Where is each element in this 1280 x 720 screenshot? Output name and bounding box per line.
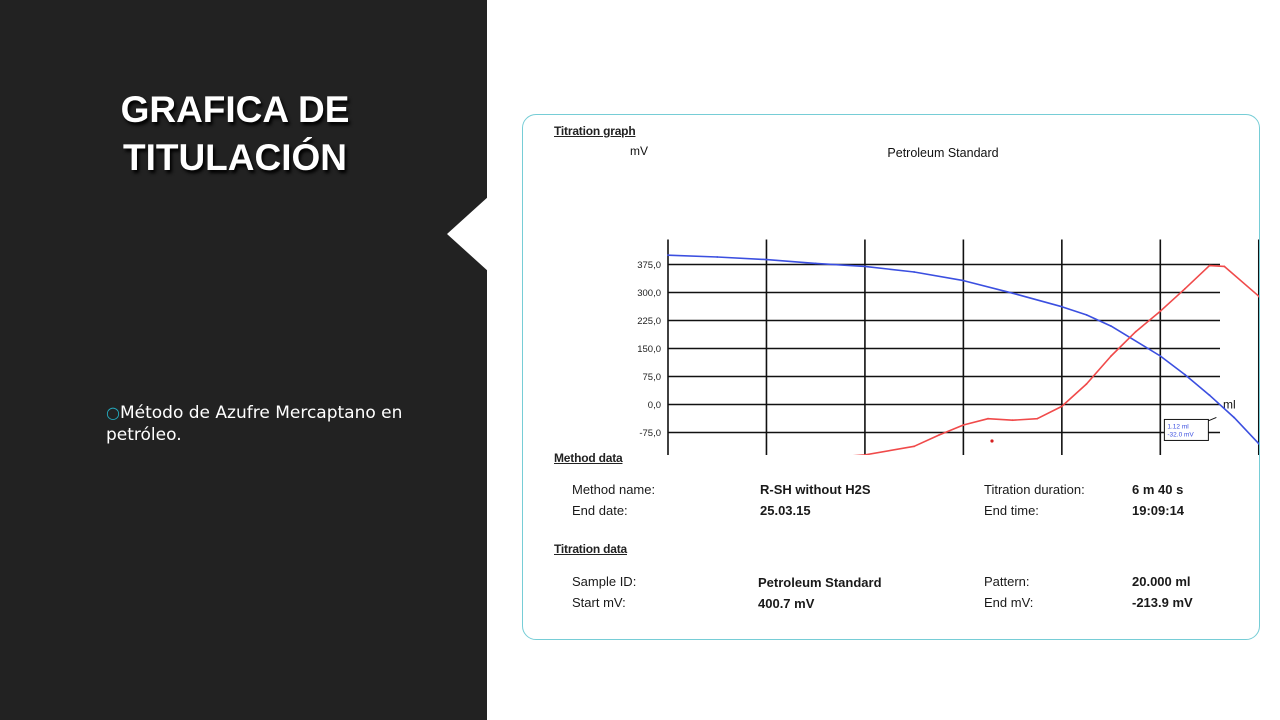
method-section-title: Method data: [554, 451, 623, 465]
method-name-label: Method name:: [572, 482, 656, 497]
data-point: [962, 280, 964, 282]
duration-label: Titration duration:: [984, 482, 1085, 497]
data-point: [1159, 355, 1161, 357]
sample-id-label: Sample ID:: [572, 574, 637, 589]
data-point: [1135, 331, 1137, 333]
annotation-ml: 1.12 ml: [1167, 423, 1189, 431]
data-point: [962, 424, 964, 426]
stray-dot: [990, 439, 993, 442]
annotation-mv: -32.0 mV: [1167, 431, 1194, 439]
pattern-value: 20.000 ml: [1132, 574, 1191, 589]
data-point: [1159, 310, 1161, 312]
y-tick-label: 0,0: [647, 400, 661, 411]
data-point: [1012, 292, 1014, 294]
data-point: [1184, 374, 1186, 376]
end-time-value: 19:09:14: [1132, 503, 1185, 518]
bullet-circle-icon: ○: [106, 403, 120, 422]
data-point: [1086, 314, 1088, 316]
data-point: [716, 256, 718, 258]
titration-report-card: [522, 114, 1260, 640]
bullet-text: Método de Azufre Mercaptano en petróleo.: [106, 403, 403, 445]
y-tick-label: 150,0: [637, 344, 661, 355]
chart-title: Petroleum Standard: [887, 146, 999, 160]
start-mv-value: 400.7 mV: [758, 596, 815, 611]
start-mv-label: Start mV:: [572, 595, 626, 610]
bullet-item: [106, 402, 436, 446]
end-time-label: End time:: [984, 503, 1039, 518]
panel-notch: [447, 196, 489, 272]
pattern-label: Pattern:: [984, 574, 1030, 589]
y-tick-label: 75,0: [642, 372, 661, 383]
data-point: [1209, 394, 1211, 396]
end-mv-label: End mV:: [984, 595, 1034, 610]
data-point: [864, 265, 866, 267]
data-point: [1086, 383, 1088, 385]
end-date-label: End date:: [572, 503, 628, 518]
data-point: [1061, 306, 1063, 308]
titration-chart: [523, 115, 1259, 455]
slide-title: GRAFICA DE TITULACIÓN: [120, 89, 350, 178]
data-point: [1209, 265, 1211, 267]
data-point: [1233, 417, 1235, 419]
data-point: [1184, 288, 1186, 290]
y-tick-label: 375,0: [637, 260, 661, 271]
y-tick-label: 300,0: [637, 288, 661, 299]
sample-id-value: Petroleum Standard: [758, 575, 882, 590]
titration-section-title: Titration data: [554, 542, 627, 556]
data-point: [1061, 405, 1063, 407]
data-point: [667, 254, 669, 256]
data-point: [1110, 355, 1112, 357]
graph-section-title: Titration graph: [554, 124, 636, 138]
data-point: [1012, 419, 1014, 421]
y-tick-label: -75,0: [639, 428, 661, 439]
data-point: [766, 259, 768, 261]
end-mv-value: -213.9 mV: [1132, 595, 1193, 610]
end-date-value: 25.03.15: [760, 503, 811, 518]
data-point: [987, 418, 989, 420]
data-point: [815, 262, 817, 264]
y-tick-label: 225,0: [637, 316, 661, 327]
data-point: [1110, 325, 1112, 327]
data-point: [1036, 418, 1038, 420]
data-point: [938, 434, 940, 436]
y-axis-label: mV: [630, 144, 648, 158]
data-point: [1223, 265, 1225, 267]
data-point: [913, 271, 915, 273]
duration-value: 6 m 40 s: [1132, 482, 1184, 497]
x-axis-label: ml: [1223, 397, 1236, 412]
method-name-value: R-SH without H2S: [760, 482, 871, 497]
data-point: [913, 445, 915, 447]
